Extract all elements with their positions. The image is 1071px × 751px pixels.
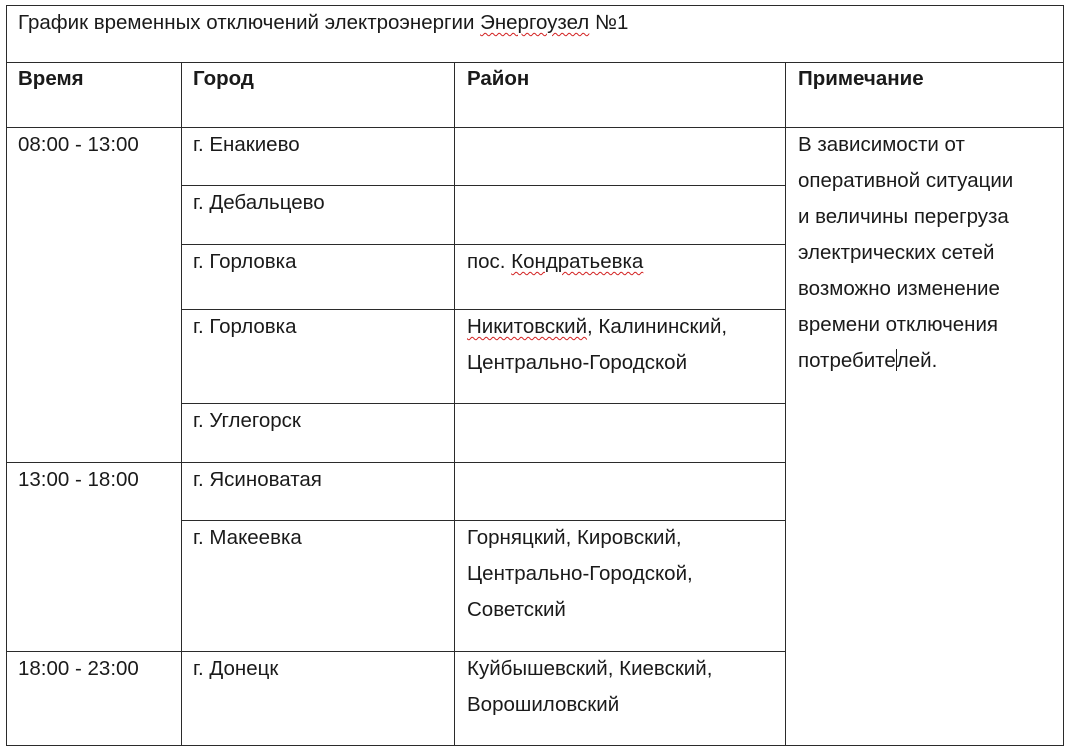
header-city: Город xyxy=(193,67,254,90)
note-text: потребите xyxy=(798,349,896,372)
time-cell: 18:00 - 23:00 xyxy=(18,657,139,680)
header-note: Примечание xyxy=(798,67,924,90)
note-line: электрических сетей xyxy=(798,241,995,264)
note-line xyxy=(798,343,937,379)
border-left xyxy=(6,5,7,746)
header-district: Район xyxy=(467,67,530,90)
city-cell: г. Дебальцево xyxy=(193,191,325,214)
city-cell: г. Ясиноватая xyxy=(193,468,322,491)
col-line-2 xyxy=(454,62,455,746)
district-cell xyxy=(467,309,727,345)
district-line: Центрально-Городской xyxy=(467,351,688,374)
city-cell: г. Горловка xyxy=(193,250,297,273)
note-line: и величины перегруза xyxy=(798,205,1009,228)
title-spellcheck-word: Энергоузел xyxy=(480,11,590,34)
district-line: Куйбышевский, Киевский, xyxy=(467,657,713,680)
district-line: Горняцкий, Кировский, xyxy=(467,526,682,549)
district-line: Ворошиловский xyxy=(467,693,620,716)
outage-schedule-document xyxy=(6,5,1064,746)
title-prefix: График временных отключений электроэнергии xyxy=(18,11,481,34)
border-right xyxy=(1063,5,1064,746)
note-line: оперативной ситуации xyxy=(798,169,1014,192)
district-spellcheck-word: Никитовский xyxy=(467,315,588,338)
header-time: Время xyxy=(18,67,84,90)
note-line: времени отключения xyxy=(798,313,999,336)
city-cell: г. Макеевка xyxy=(193,526,302,549)
district-spellcheck-word: Кондратьевка xyxy=(511,250,644,273)
city-cell: г. Енакиево xyxy=(193,133,300,156)
district-text: , Калининский, xyxy=(587,315,728,338)
district-line: Советский xyxy=(467,598,566,621)
title-suffix: №1 xyxy=(589,11,629,34)
city-cell: г. Углегорск xyxy=(193,409,301,432)
district-prefix: пос. xyxy=(467,250,512,273)
note-line: возможно изменение xyxy=(798,277,1000,300)
note-text: лей. xyxy=(896,349,938,372)
document-title xyxy=(18,5,628,41)
time-cell: 13:00 - 18:00 xyxy=(18,468,139,491)
border-bottom xyxy=(6,745,1064,746)
district-cell xyxy=(467,244,643,280)
time-cell: 08:00 - 13:00 xyxy=(18,133,139,156)
note-line: В зависимости от xyxy=(798,133,965,156)
district-line: Центрально-Городской, xyxy=(467,562,693,585)
col-line-3 xyxy=(785,62,786,746)
city-cell: г. Горловка xyxy=(193,315,297,338)
city-cell: г. Донецк xyxy=(193,657,279,680)
col-line-1 xyxy=(181,62,182,746)
